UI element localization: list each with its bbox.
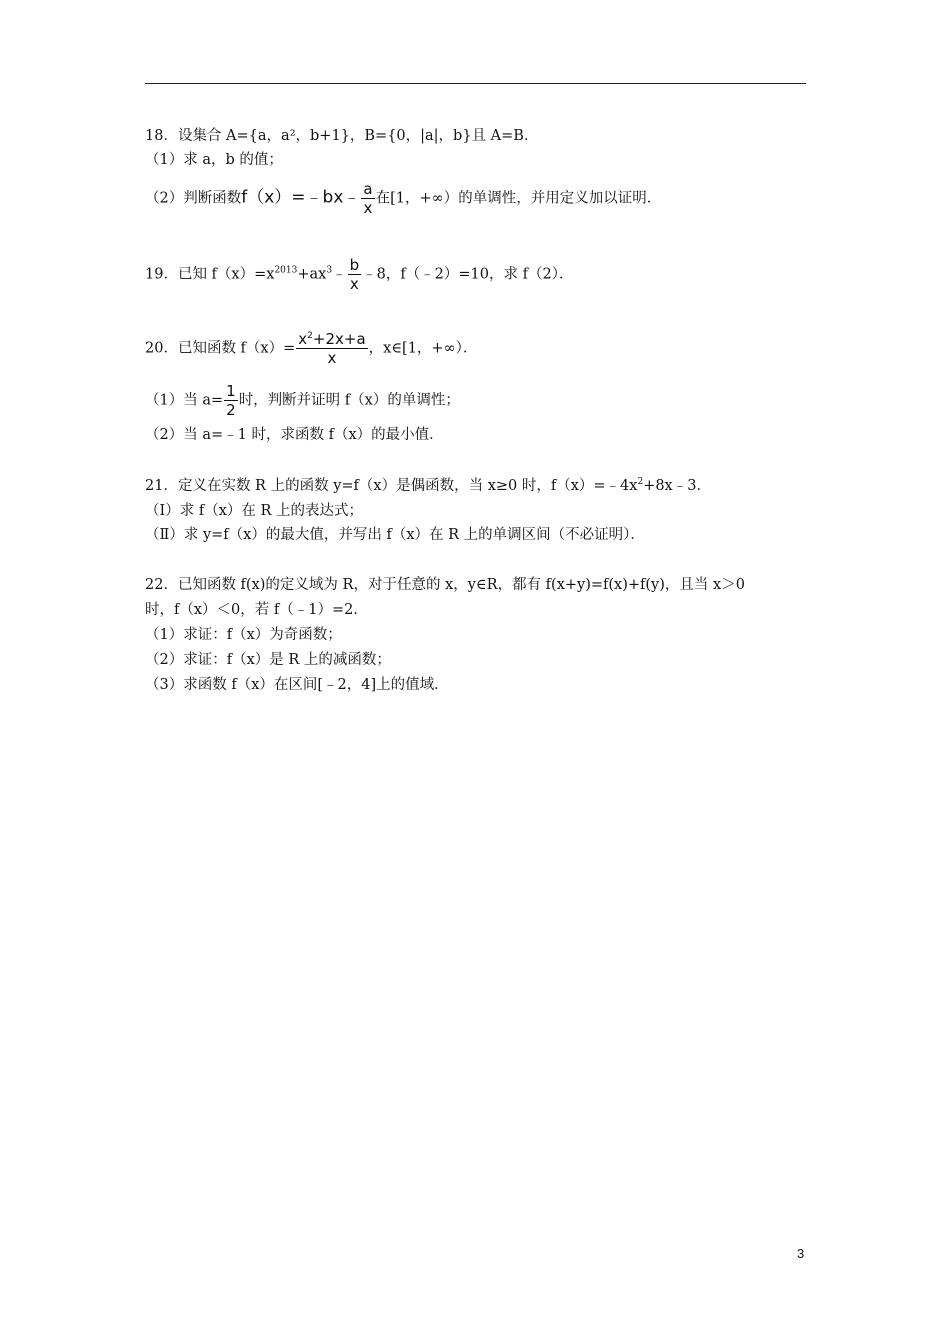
q19-fraction-den: x — [349, 275, 359, 293]
q21-stem — [145, 476, 711, 496]
q19-post: ﹣8，f（﹣2）=10，求 f（2）． — [362, 266, 574, 283]
q22-stem-line2: 时，f（x）＜0，若 f（﹣1）=2． — [145, 602, 368, 618]
q20-part2: （2）当 a=﹣1 时，求函数 f（x）的最小值． — [145, 427, 444, 443]
q21-stem-pre: 21．定义在实数 R 上的函数 y=f（x）是偶函数，当 x≥0 时，f（x）=﹣4x — [145, 478, 638, 494]
q20-fraction-den: x — [327, 349, 337, 367]
q18-part1: （1）求 a，b 的值； — [145, 152, 283, 168]
q21-stem-post: +8x﹣3． — [643, 478, 711, 494]
header-rule — [145, 83, 806, 84]
q18-stem: 18．设集合 A={a，a²，b+1}，B={0，|a|，b}且 A=B． — [145, 128, 539, 144]
q19-stem — [145, 256, 573, 293]
q20-stem — [145, 330, 477, 367]
q20-p1-pre: （1）当 a= — [145, 392, 224, 409]
q18-part2-post: 在[1，+∞）的单调性，并用定义加以证明． — [375, 190, 662, 207]
q22-part1: （1）求证：f（x）为奇函数； — [145, 627, 342, 643]
q19-mid2: ﹣ — [332, 266, 347, 283]
q20-p1-post: 时，判断并证明 f（x）的单调性； — [238, 392, 460, 409]
q18-part2-func: f（x）=﹣bx﹣ — [241, 187, 361, 208]
q20-num-exp: 2 — [307, 331, 313, 341]
q19-fraction — [348, 256, 362, 293]
q18-fraction — [361, 180, 374, 217]
q20-part1 — [145, 382, 460, 419]
q18-fraction-den: x — [363, 199, 373, 217]
q19-fraction-num: b — [349, 256, 360, 274]
q20-post: ，x∈[1，+∞）． — [368, 340, 478, 357]
q21-part1: （Ⅰ）求 f（x）在 R 上的表达式； — [145, 503, 364, 519]
q22-part3: （3）求函数 f（x）在区间[﹣2，4]上的值域． — [145, 677, 449, 693]
q20-p1-fraction-den: 2 — [226, 401, 236, 419]
page-number: 3 — [797, 1246, 805, 1261]
q18-fraction-num: a — [363, 180, 373, 198]
q20-p1-fraction — [224, 382, 238, 419]
q20-p1-fraction-num: 1 — [226, 382, 236, 400]
q20-pre: 20．已知函数 f（x）= — [145, 340, 296, 357]
q19-exp1: 2013 — [274, 265, 298, 276]
q19-pre: 19．已知 f（x）=x — [145, 266, 275, 283]
q19-exp2: 3 — [326, 265, 333, 276]
q22-stem-line1: 22．已知函数 f(x)的定义域为 R，对于任意的 x，y∈R，都有 f(x+y)=f(x)+f(y)，且当 x＞0 — [145, 577, 745, 593]
q21-stem-exp: 2 — [637, 477, 644, 487]
q19-mid1: +ax — [297, 266, 327, 283]
q20-fraction-num — [296, 330, 367, 349]
q22-part2: （2）求证：f（x）是 R 上的减函数； — [145, 652, 391, 668]
q18-part2 — [145, 180, 661, 217]
q20-fraction — [296, 330, 367, 367]
q18-part2-pre: （2）判断函数 — [145, 190, 242, 207]
q20-num-x: x — [298, 330, 308, 348]
q20-num-rest: +2x+a — [312, 330, 366, 348]
q21-part2: （Ⅱ）求 y=f（x）的最大值，并写出 f（x）在 R 上的单调区间（不必证明）． — [145, 527, 645, 543]
